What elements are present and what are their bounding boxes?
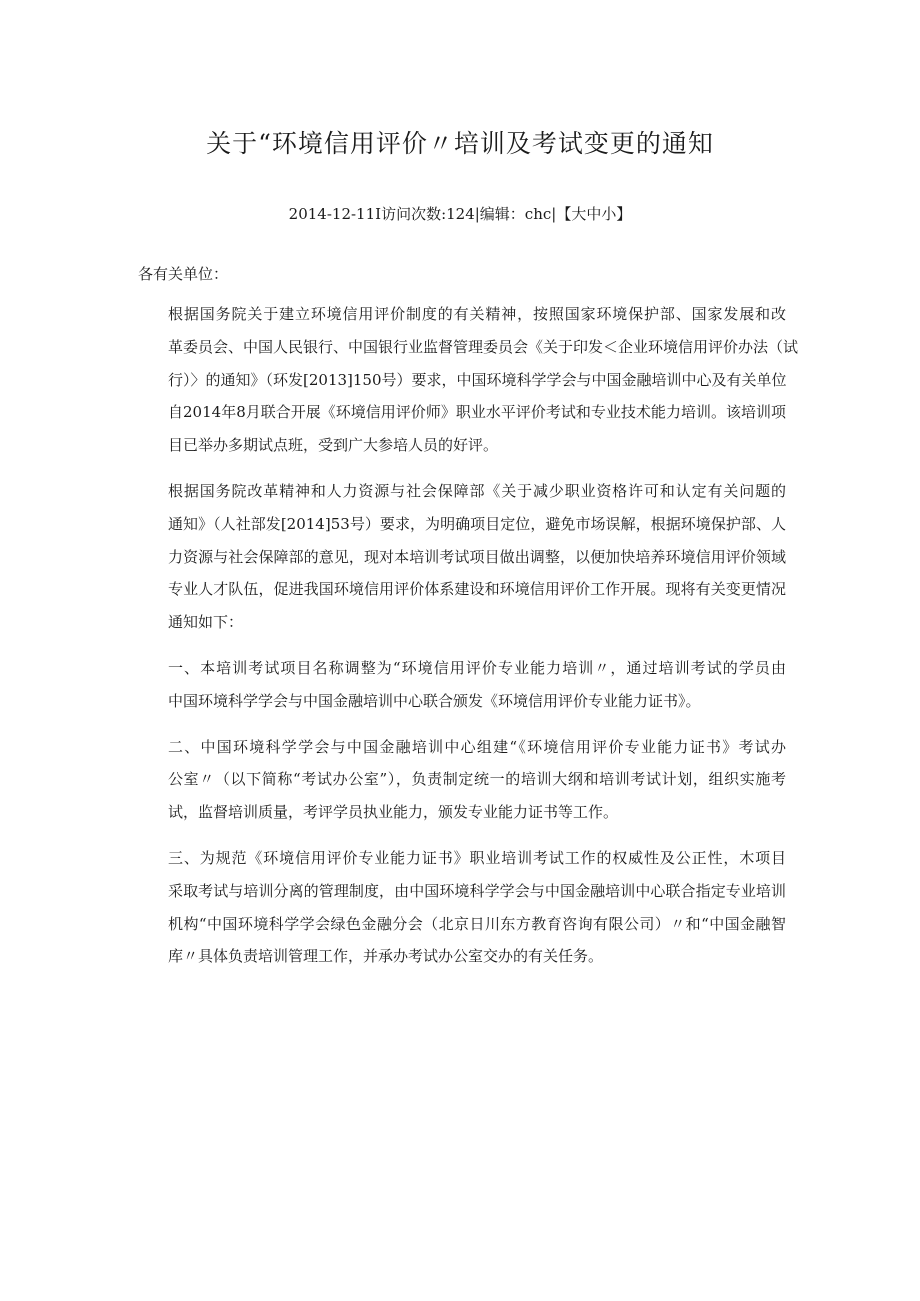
paragraph-line: 专业人才队伍，促进我国环境信用评价体系建设和环境信用评价工作开展。现将有关变更情况 [168, 580, 786, 599]
paragraph-1 [138, 298, 799, 462]
paragraph-line: 中国环境科学学会与中国金融培训中心联合颁发《环境信用评价专业能力证书》。 [168, 691, 701, 710]
paragraph-line: 力资源与社会保障部的意见，现对本培训考试项目做出调整，以便加快培养环境信用评价领域 [168, 547, 786, 566]
paragraph-line: 通知》（人社部发[2014]53号）要求，为明确项目定位，避免市场误解，根据环境保护部、人 [168, 514, 786, 533]
paragraph-line: 公室〃（以下简称“考试办公室”），负责制定统一的培训大纲和培训考试计划，组织实施考 [168, 770, 786, 789]
document-title: 关于“环境信用评价〃培训及考试变更的通知 [206, 129, 714, 158]
paragraph-line: 采取考试与培训分离的管理制度，由中国环境科学学会与中国金融培训中心联合指定专业培训 [168, 881, 786, 900]
salutation: 各有关单位： [138, 265, 229, 283]
paragraph-line: 自2014年8月联合开展《环境信用评价师》职业水平评价考试和专业技术能力培训。该培训项 [168, 403, 786, 422]
paragraph-2 [138, 475, 786, 639]
paragraph-line: 三、为规范《环境信用评价专业能力证书》职业培训考试工作的权威性及公正性，木项目 [168, 848, 786, 867]
document-meta: 2014-12-11I访问次数:124|编辑：chc|【大中小】 [288, 205, 632, 223]
document-body [138, 298, 799, 986]
paragraph-4 [138, 731, 786, 829]
paragraph-line: 根据国务院关于建立环境信用评价制度的有关精神，按照国家环境保护部、国家发展和改 [168, 305, 786, 323]
paragraph-line: 通知如下： [168, 613, 244, 632]
paragraph-line: 目已举办多期试点班，受到广大参培人员的好评。 [168, 436, 499, 455]
paragraph-line: 一、本培训考试项目名称调整为“环境信用评价专业能力培训〃，通过培训考试的学员由 [168, 658, 786, 677]
paragraph-line: 库〃具体负责培训管理工作，并承办考试办公室交办的有关任务。 [168, 947, 604, 966]
paragraph-line: 机构“中国环境科学学会绿色金融分会（北京日川东方教育咨询有限公司）〃和“中国金融智 [168, 914, 786, 933]
paragraph-line: 行）〉的通知》（环发[2013]150号）要求，中国环境科学学会与中国金融培训中心及有关单位 [168, 370, 787, 389]
paragraph-5 [138, 842, 786, 973]
paragraph-3 [138, 652, 786, 718]
paragraph-line: 根据国务院改革精神和人力资源与社会保障部《关于减少职业资格许可和认定有关问题的 [168, 481, 786, 500]
paragraph-line: 革委员会、中国人民银行、中国银行业监督管理委员会《关于印发＜企业环境信用评价办法（试 [168, 337, 799, 356]
paragraph-line: 试，监督培训质量，考评学员执业能力，颁发专业能力证书等工作。 [168, 803, 619, 822]
paragraph-line: 二、中国环境科学学会与中国金融培训中心组建“《环境信用评价专业能力证书》考试办 [168, 737, 786, 756]
